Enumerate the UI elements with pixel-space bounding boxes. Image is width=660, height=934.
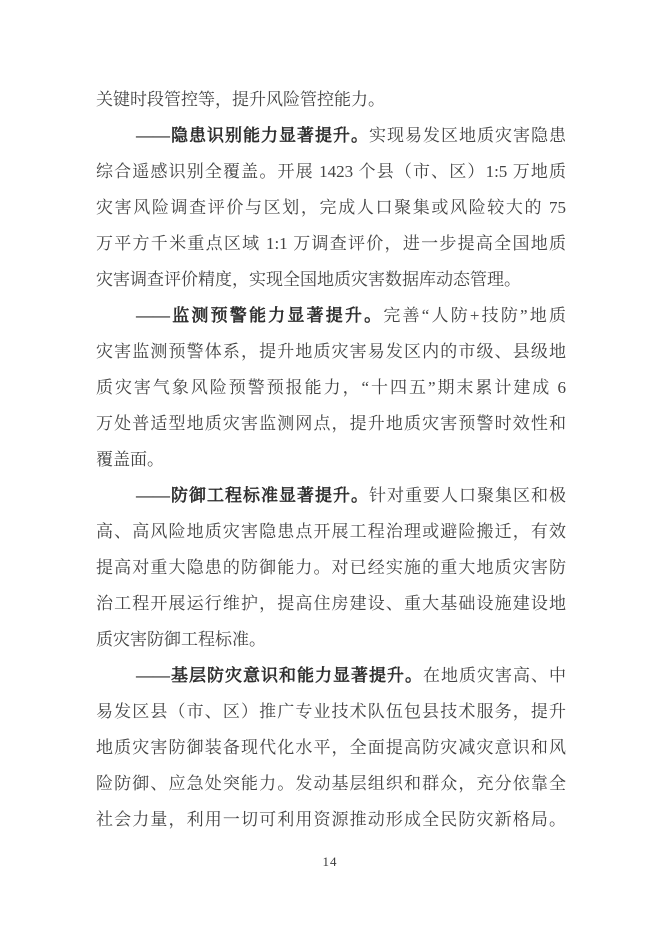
line-text: 治工程开展运行维护，提高住房建设、重大基础设施建设地 [96,594,566,613]
text-line [96,550,566,586]
text-line [96,190,566,226]
text-line [96,154,566,190]
line-text: 关键时段管控等，提升风险管控能力。 [96,90,385,109]
text-line [96,694,566,730]
text-line [96,118,566,154]
line-text: 社会力量，利用一切可利用资源推动形成全民防灾新格局。 [96,810,566,829]
paragraph-lead-emphasis: ——基层防灾意识和能力显著提升。 [136,666,423,685]
paragraph-lead-emphasis: ——防御工程标准显著提升。 [136,486,369,505]
text-line [96,262,566,298]
line-text: 灾害调查评价精度，实现全国地质灾害数据库动态管理。 [96,270,521,289]
text-line [96,730,566,766]
line-text: 质灾害气象风险预警预报能力，“十四五”期末累计建成 6 [96,378,566,397]
text-line [96,442,566,478]
paragraph-lead-emphasis: ——监测预警能力显著提升。 [136,306,384,325]
text-line [96,514,566,550]
line-text: 质灾害防御工程标准。 [96,630,266,649]
text-line [96,658,566,694]
text-line [96,766,566,802]
text-line [96,406,566,442]
text-line [96,298,566,334]
line-text: 地质灾害防御装备现代化水平，全面提高防灾减灾意识和风 [96,738,566,757]
line-text: 万平方千米重点区域 1:1 万调查评价，进一步提高全国地质 [96,234,566,253]
text-line [96,370,566,406]
line-text: 综合遥感识别全覆盖。开展 1423 个县（市、区）1:5 万地质 [96,162,566,181]
text-line [96,802,566,838]
line-text: 高、高风险地质灾害隐患点开展工程治理或避险搬迁，有效 [96,522,566,541]
line-text: 灾害监测预警体系，提升地质灾害易发区内的市级、县级地 [96,342,566,361]
text-line [96,586,566,622]
line-text: 在地质灾害高、中 [423,666,566,685]
line-text: 易发区县（市、区）推广专业技术队伍包县技术服务，提升 [96,702,566,721]
text-line [96,334,566,370]
line-text: 针对重要人口聚集区和极 [369,486,566,505]
paragraph-lead-emphasis: ——隐患识别能力显著提升。 [136,126,369,145]
document-body [96,82,566,838]
line-text: 万处普适型地质灾害监测网点，提升地质灾害预警时效性和 [96,414,566,433]
text-line [96,226,566,262]
line-text: 提高对重大隐患的防御能力。对已经实施的重大地质灾害防 [96,558,566,577]
text-line [96,82,566,118]
line-text: 覆盖面。 [96,450,164,469]
line-text: 实现易发区地质灾害隐患 [369,126,566,145]
line-text: 灾害风险调查评价与区划，完成人口聚集或风险较大的 75 [96,198,566,217]
text-line [96,622,566,658]
text-line [96,478,566,514]
line-text: 完善“人防+技防”地质 [383,306,566,325]
page-number: 14 [322,854,338,869]
line-text: 险防御、应急处突能力。发动基层组织和群众，充分依靠全 [96,774,566,793]
